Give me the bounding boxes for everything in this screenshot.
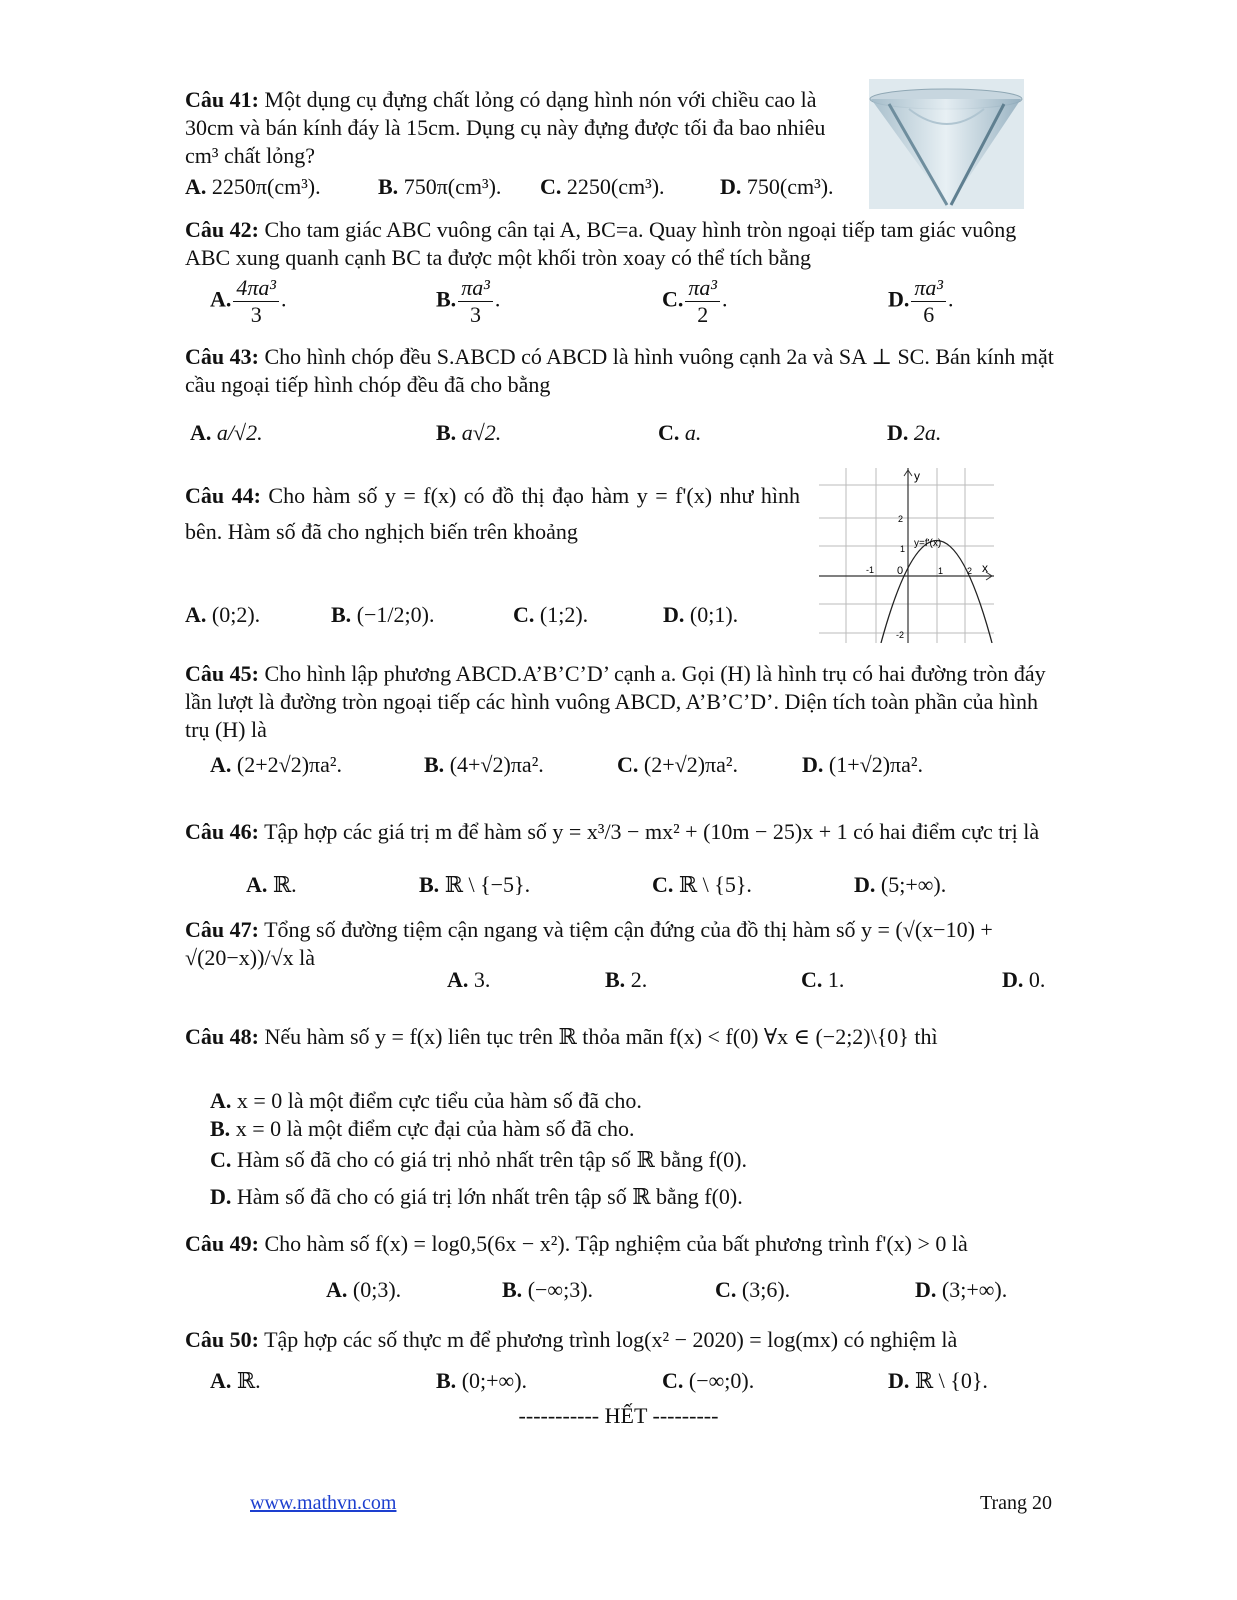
y-label: y (914, 469, 920, 483)
end-marker: ----------- HẾT --------- (518, 1403, 719, 1428)
option-a[interactable]: A. 2250π(cm³). (185, 174, 321, 199)
option-a[interactable]: A. (0;3). (326, 1277, 402, 1302)
question-45 (185, 660, 1055, 744)
option-d[interactable]: D. 0. (1002, 967, 1046, 992)
question-text: Cho tam giác ABC vuông cân tại A, BC=a. Quay hình tròn ngoại tiếp tam giác vuông ABC xung quanh cạnh BC ta được một khối tròn xoay có thể tích bằng (185, 217, 1017, 270)
option-c[interactable]: C. 2250(cm³). (540, 174, 665, 199)
option-b[interactable]: B. (−1/2;0). (331, 602, 435, 627)
option-a[interactable]: A. ℝ. (210, 1368, 261, 1393)
derivative-graph (819, 468, 994, 643)
question-label: Câu 43: (185, 344, 259, 369)
question-label: Câu 49: (185, 1231, 259, 1256)
option-b[interactable]: B. (4+√2)πa². (424, 752, 544, 777)
cone-image (869, 79, 1024, 209)
question-text: Cho hàm số f(x) = log0,5(6x − x²). Tập nghiệm của bất phương trình f'(x) > 0 là (264, 1231, 968, 1256)
q48-option-d[interactable]: D. Hàm số đã cho có giá trị lớn nhất trên tập số ℝ bằng f(0). (210, 1184, 743, 1209)
question-41 (185, 86, 855, 170)
tick-yneg2: -2 (896, 630, 905, 640)
option-a[interactable]: A. $\frac{\text{4πa³}}{3}$ . (210, 275, 287, 327)
option-c[interactable]: C. ℝ \ {5}. (652, 872, 752, 897)
option-a[interactable]: A. (0;2). (185, 602, 261, 627)
option-b[interactable]: B. a√2. (436, 420, 502, 445)
option-d[interactable]: D. (5;+∞). (854, 872, 947, 897)
tick-neg1: -1 (866, 565, 875, 575)
option-a[interactable]: A. 3. (447, 967, 491, 992)
option-d[interactable]: D. ℝ \ {0}. (888, 1368, 988, 1393)
option-d[interactable]: D. (3;+∞). (915, 1277, 1008, 1302)
question-text: Tổng số đường tiệm cận ngang và tiệm cận đứng của đồ thị hàm số y = (√(x−10) + √(20−x))/√x là (185, 917, 993, 970)
grid (819, 468, 994, 643)
question-label: Câu 41: (185, 87, 259, 112)
question-49 (185, 1230, 1055, 1258)
tick-y1: 1 (900, 544, 906, 554)
option-a[interactable]: A. a/√2. (190, 420, 263, 445)
question-text: Cho hàm số y = f(x) có đồ thị đạo hàm y = f'(x) như hình bên. Hàm số đã cho nghịch biến trên khoảng (185, 483, 801, 544)
question-label: Câu 42: (185, 217, 259, 242)
option-d[interactable]: D. (1+√2)πa². (802, 752, 923, 777)
question-label: Câu 47: (185, 917, 259, 942)
question-42 (185, 216, 1055, 272)
option-b[interactable]: B. $\frac{\text{πa³}}{3}$ . (436, 275, 501, 327)
question-label: Câu 50: (185, 1327, 259, 1352)
question-48 (185, 1023, 1055, 1051)
option-c[interactable]: C. (2+√2)πa². (617, 752, 738, 777)
q48-option-b[interactable]: B. x = 0 là một điểm cực đại của hàm số đã cho. (210, 1116, 635, 1141)
question-label: Câu 46: (185, 819, 259, 844)
option-c[interactable]: C. (1;2). (513, 602, 589, 627)
question-50 (185, 1326, 1055, 1354)
question-text: Cho hình lập phương ABCD.A’B’C’D’ cạnh a. Gọi (H) là hình trụ có hai đường tròn đáy lần lượt là đường tròn ngoại tiếp các hình vuông ABCD, A’B’C’D’. Diện tích toàn phần của hình trụ (H) là (185, 661, 1046, 742)
q48-option-a[interactable]: A. x = 0 là một điểm cực tiểu của hàm số đã cho. (210, 1088, 642, 1113)
x-label: x (982, 561, 988, 575)
question-text: Tập hợp các số thực m để phương trình log(x² − 2020) = log(mx) có nghiệm là (264, 1327, 958, 1352)
tick-x1: 1 (938, 566, 944, 576)
option-d[interactable]: D. (0;1). (663, 602, 739, 627)
question-47 (185, 916, 1055, 972)
option-d[interactable]: D. 750(cm³). (720, 174, 834, 199)
option-b[interactable]: B. 2. (605, 967, 648, 992)
question-label: Câu 44: (185, 483, 261, 508)
question-46 (185, 818, 1065, 846)
question-text: Tập hợp các giá trị m để hàm số y = x³/3 − mx² + (10m − 25)x + 1 có hai điểm cực trị là (264, 819, 1040, 844)
option-d[interactable]: D. 2a. (887, 420, 942, 445)
question-label: Câu 48: (185, 1024, 259, 1049)
option-b[interactable]: B. (−∞;3). (502, 1277, 594, 1302)
option-b[interactable]: B. 750π(cm³). (378, 174, 502, 199)
option-b[interactable]: B. ℝ \ {−5}. (419, 872, 531, 897)
option-c[interactable]: C. a. (658, 420, 702, 445)
question-43 (185, 343, 1055, 399)
option-c[interactable]: C. $\frac{\text{πa³}}{2}$ . (662, 275, 728, 327)
option-a[interactable]: A. (2+2√2)πa². (210, 752, 342, 777)
tick-x2: 2 (967, 566, 973, 576)
option-b[interactable]: B. (0;+∞). (436, 1368, 528, 1393)
option-c[interactable]: C. (−∞;0). (662, 1368, 755, 1393)
question-label: Câu 45: (185, 661, 259, 686)
option-a[interactable]: A. ℝ. (246, 872, 297, 897)
question-text: Một dụng cụ đựng chất lỏng có dạng hình nón với chiều cao là 30cm và bán kính đáy là 15cm. Dụng cụ này đựng được tối đa bao nhiêu cm³ chất lỏng? (185, 87, 826, 168)
question-44 (185, 478, 800, 550)
curve-label: y=f'(x) (914, 538, 942, 549)
page-number: Trang 20 (980, 1492, 1053, 1514)
option-d[interactable]: D. $\frac{\text{πa³}}{6}$ . (888, 275, 954, 327)
question-text: Cho hình chóp đều S.ABCD có ABCD là hình vuông cạnh 2a và SA ⊥ SC. Bán kính mặt cầu ngoại tiếp hình chóp đều đã cho bằng (185, 344, 1054, 397)
tick-origin: 0 (897, 565, 904, 577)
q48-option-c[interactable]: C. Hàm số đã cho có giá trị nhỏ nhất trên tập số ℝ bằng f(0). (210, 1147, 747, 1172)
tick-y2: 2 (898, 514, 904, 524)
option-c[interactable]: C. 1. (801, 967, 845, 992)
option-c[interactable]: C. (3;6). (715, 1277, 791, 1302)
footer-link[interactable]: www.mathvn.com (250, 1492, 397, 1514)
question-text: Nếu hàm số y = f(x) liên tục trên ℝ thỏa mãn f(x) < f(0) ∀x ∈ (−2;2)\{0} thì (264, 1024, 938, 1049)
